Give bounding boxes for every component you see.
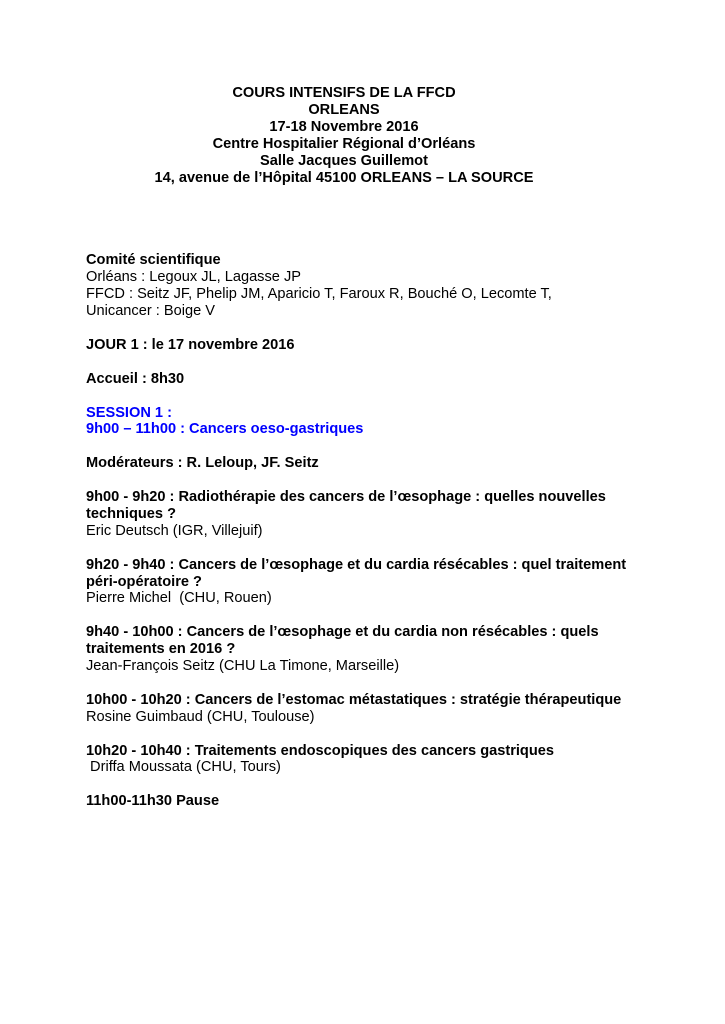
talk-title-line: 9h20 - 9h40 : Cancers de l’œsophage et du cardia résécables : quel traitement: [86, 556, 627, 573]
header-line-city: ORLEANS: [308, 101, 380, 118]
session-heading-line: SESSION 1 :: [86, 404, 172, 421]
talk-entry: [86, 743, 725, 777]
header-line-dates: 17-18 Novembre 2016: [269, 118, 419, 135]
talk-title-line: 9h40 - 10h00 : Cancers de l’œsophage et du cardia non résécables : quels: [86, 624, 599, 641]
welcome-time: Accueil : 8h30: [86, 370, 185, 387]
day-heading: JOUR 1 : le 17 novembre 2016: [86, 336, 295, 353]
talk-title-line: 9h00 - 9h20 : Radiothérapie des cancers de l’œsophage : quelles nouvelles: [86, 489, 606, 506]
talk-speaker: Eric Deutsch (IGR, Villejuif): [86, 522, 263, 539]
break-line: 11h00-11h30 Pause: [86, 793, 220, 810]
talk-speaker: Rosine Guimbaud (CHU, Toulouse): [86, 708, 315, 725]
committee-member-line: Orléans : Legoux JL, Lagasse JP: [86, 269, 301, 286]
committee-section: [86, 252, 725, 320]
talk-entry: [86, 489, 725, 540]
document-header: [86, 85, 602, 186]
committee-title: Comité scientifique: [86, 252, 221, 269]
header-line-address: 14, avenue de l’Hôpital 45100 ORLEANS – LA SOURCE: [154, 169, 534, 186]
committee-member-line: FFCD : Seitz JF, Phelip JM, Aparicio T, Faroux R, Bouché O, Lecomte T,: [86, 286, 552, 303]
talk-title-line: péri-opératoire ?: [86, 573, 202, 590]
committee-member-line: Unicancer : Boige V: [86, 303, 215, 320]
talk-entry: [86, 557, 725, 608]
talk-entry: [86, 624, 725, 675]
talk-entry: [86, 692, 725, 726]
header-line-title: COURS INTENSIFS DE LA FFCD: [232, 85, 456, 101]
talk-speaker: Jean-François Seitz (CHU La Timone, Marseille): [86, 658, 400, 675]
talk-title-line: 10h00 - 10h20 : Cancers de l’estomac métastatiques : stratégie thérapeutique: [86, 691, 622, 708]
talk-speaker: Driffa Moussata (CHU, Tours): [86, 759, 281, 776]
session-heading-line: 9h00 – 11h00 : Cancers oeso-gastriques: [86, 421, 364, 438]
session-heading: [86, 405, 725, 439]
talk-title-line: traitements en 2016 ?: [86, 641, 236, 658]
talk-title-line: 10h20 - 10h40 : Traitements endoscopiques des cancers gastriques: [86, 742, 554, 759]
header-line-room: Salle Jacques Guillemot: [260, 152, 428, 169]
header-line-venue: Centre Hospitalier Régional d’Orléans: [212, 135, 476, 152]
talk-title-line: techniques ?: [86, 505, 177, 522]
session-moderators: Modérateurs : R. Leloup, JF. Seitz: [86, 455, 319, 472]
talk-speaker: Pierre Michel (CHU, Rouen): [86, 590, 272, 607]
